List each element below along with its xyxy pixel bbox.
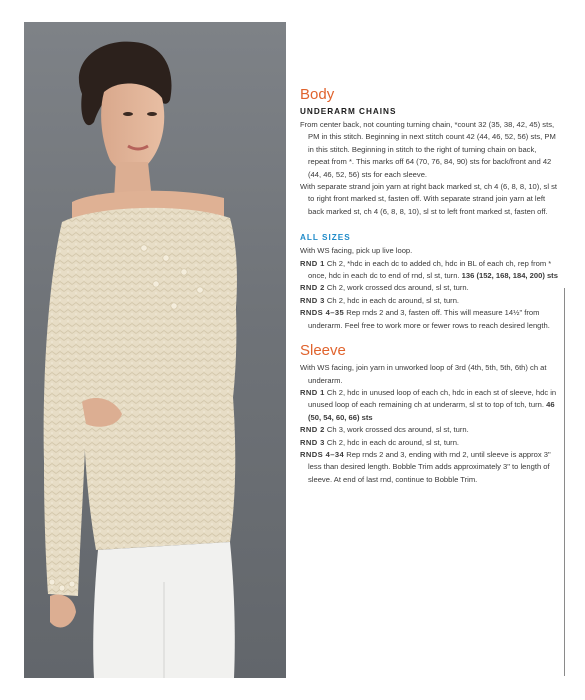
- rnd-label: RND 3: [300, 437, 325, 447]
- body-rnd-2: [300, 282, 558, 294]
- sleeve-intro: With WS facing, join yarn in unworked loop of 3rd (4th, 5th, 5th, 6th) ch at underarm.: [300, 363, 547, 385]
- sweater-sleeve-left: [44, 222, 87, 596]
- all-sizes-intro: With WS facing, pick up live loop.: [300, 246, 413, 256]
- sleeve-rnd-1: [300, 387, 558, 424]
- face: [101, 83, 164, 172]
- rnd-label: RND 3: [300, 295, 325, 305]
- rnd-text: Rep rnds 2 and 3, fasten off. This will measure 14½" from underarm. Feel free to work more or fewer rows to reach desired length.: [308, 308, 550, 330]
- rnd-text: Ch 3, work crossed dcs around, sl st, turn.: [326, 425, 469, 435]
- model-illustration: [24, 22, 286, 678]
- sleeve-rnd-3: [300, 437, 558, 449]
- body-rnd-1: [300, 258, 558, 283]
- section-title-sleeve: Sleeve: [300, 342, 346, 360]
- rnd-label: RND 1: [300, 258, 325, 268]
- rnd-label: RNDS 4–34: [300, 449, 345, 459]
- underarm-chains-heading: UNDERARM CHAINS: [300, 107, 397, 116]
- body-rnds-4-35: [300, 307, 558, 332]
- underarm-text-1: From center back, not counting turning chain, *count 32 (35, 38, 42, 45) sts, PM in this stitch. Beginning in next stitch count 42 (44, 46, 52, 56) sts, PM in this stitch. Beginning in stitch to the right of turning chain on back, repeat from *. This marks off 64 (70, 76, 84, 90) sts for back/front and 42 (44, 46, 52, 56) sts for each sleeve.: [300, 120, 556, 179]
- rnd-label: RND 1: [300, 387, 325, 397]
- sleeve-rnds-4-34: [300, 449, 558, 486]
- column-divider: [564, 288, 565, 676]
- rnd-text: Rep rnds 2 and 3, ending with rnd 2, until sleeve is approx 3" less than desired length. Bobble Trim adds approximately 3" to length of sleeve. At end of last rnd, continue to Bobble Trim.: [308, 449, 551, 484]
- rnd-text: Ch 2, hdc in each dc around, sl st, turn.: [326, 437, 460, 447]
- pattern-instructions: [300, 86, 558, 486]
- rnd-text: Ch 2, hdc in each dc around, sl st, turn.: [326, 295, 460, 305]
- rnd-label: RNDS 4–35: [300, 308, 345, 318]
- rnd-text: Ch 2, hdc in unused loop of each ch, hdc in each st of sleeve, hdc in unused loop of each remaining ch at underarm, sl st to top of tch, turn.: [308, 387, 557, 410]
- sweater-body: [62, 208, 237, 550]
- rnd-label: RND 2: [300, 425, 325, 435]
- stitch-count: 136 (152, 168, 184, 200) sts: [461, 271, 558, 281]
- rnd-text: Ch 2, work crossed dcs around, sl st, turn.: [326, 283, 469, 293]
- rnd-label: RND 2: [300, 283, 325, 293]
- underarm-text-2: With separate strand join yarn at right back marked st, ch 4 (6, 8, 8, 10), sl st to right front marked st, fasten off. With separate strand join yarn at left back marked st, ch 4 (6, 8, 8, 10), sl st to left front marked st, fasten off.: [300, 182, 558, 216]
- stitch-count: 46 (50, 54, 60, 66) sts: [308, 400, 555, 422]
- sleeve-rnd-2: [300, 424, 558, 436]
- model-photo: [24, 22, 286, 678]
- body-rnd-3: [300, 295, 558, 307]
- all-sizes-heading: ALL SIZES: [300, 233, 351, 243]
- rnd-text: Ch 2, *hdc in each dc to added ch, hdc in BL of each ch, rep from * once, hdc in each dc to end of rnd, sl st, turn.: [308, 258, 552, 281]
- section-title-body: Body: [300, 86, 335, 103]
